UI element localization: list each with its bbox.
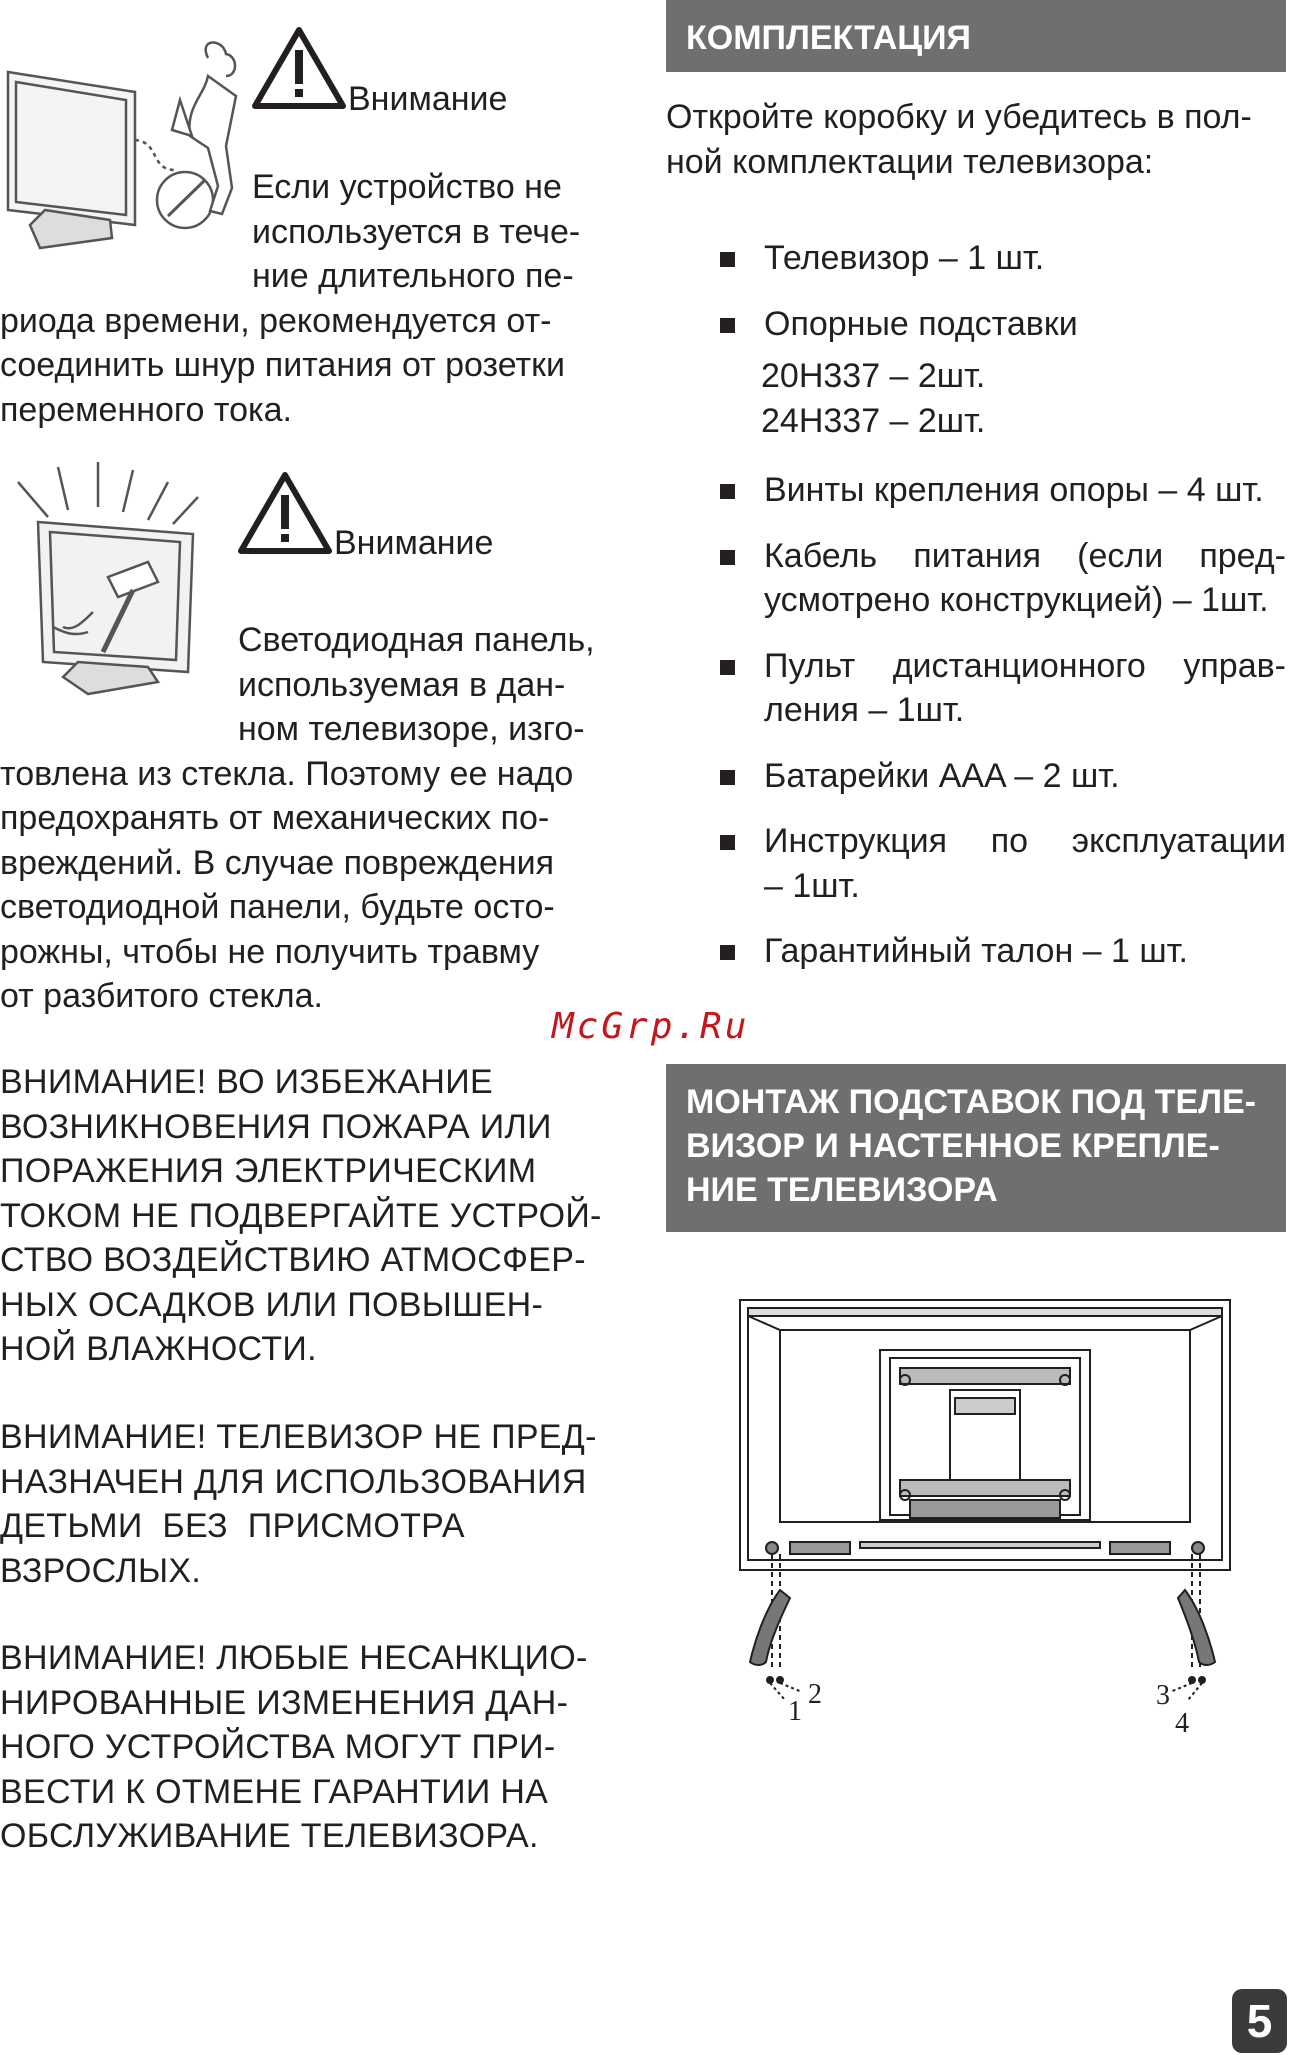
text-line: ной комплектации телевизора: — [666, 142, 1154, 181]
bullet-square-icon — [720, 770, 735, 785]
text-line: ВОЗНИКНОВЕНИЯ ПОЖАРА ИЛИ — [0, 1107, 552, 1146]
list-item: Телевизор – 1 шт. — [720, 236, 1286, 281]
bullet-square-icon — [720, 945, 735, 960]
text-line: ДЕТЬМИ БЕЗ ПРИСМОТРА — [0, 1507, 465, 1545]
text-line: Если устройство не — [252, 168, 562, 206]
screw-label-3: 3 — [1156, 1680, 1170, 1711]
text-line: Светодиодная панель, — [238, 621, 595, 659]
children-warning — [0, 1415, 621, 1593]
bullet-square-icon — [720, 550, 735, 565]
list-item: Инструкция по эксплуатации – 1шт. — [720, 819, 1286, 908]
list-item: Батарейки AAA – 2 шт. — [720, 754, 1286, 799]
text-line: соединить шнур питания от розетки — [0, 346, 565, 384]
bullet-square-icon — [720, 835, 735, 850]
text-line: НАЗНАЧЕН ДЛЯ ИСПОЛЬЗОВАНИЯ — [0, 1462, 587, 1501]
text-line: СТВО ВОЗДЕЙСТВИЮ АТМОСФЕР- — [0, 1241, 586, 1279]
text-line: вреждений. В случае повреждения — [0, 843, 555, 882]
text-line: НОЙ ВЛАЖНОСТИ. — [0, 1330, 317, 1368]
text-line: переменного тока. — [0, 390, 292, 429]
text-line: товлена из стекла. Поэтому ее надо — [0, 754, 574, 793]
watermark: McGrp.Ru — [552, 1006, 750, 1047]
title-line: ВИЗОР И НАСТЕННОЕ КРЕПЛЕ- — [686, 1127, 1220, 1165]
section-title-stand-mounting — [666, 1064, 1286, 1232]
list-item: Пульт дистанционного управ- ления – 1шт. — [720, 644, 1286, 733]
screw-label-1: 1 — [788, 1696, 802, 1727]
text-line: ВНИМАНИЕ! ЛЮБЫЕ НЕСАНКЦИО- — [0, 1639, 588, 1677]
text-line: от разбитого стекла. — [0, 977, 323, 1015]
text-line: ОБСЛУЖИВАНИЕ ТЕЛЕВИЗОРА. — [0, 1817, 539, 1855]
contents-list — [720, 236, 1286, 995]
text-line: ВНИМАНИЕ! ВО ИЗБЕЖАНИЕ — [0, 1063, 493, 1101]
text-line: Откройте коробку и убедитесь в пол- — [666, 98, 1252, 136]
warning-2-title: Внимание — [334, 524, 494, 562]
warning-triangle-icon — [238, 471, 333, 555]
warning-1-title: Внимание — [348, 80, 508, 118]
bullet-square-icon — [720, 660, 735, 675]
warning-2-text — [0, 618, 621, 1019]
stand-mounting-diagram — [730, 1290, 1242, 1750]
text-line: ТОКОМ НЕ ПОДВЕРГАЙТЕ УСТРОЙ- — [0, 1196, 602, 1235]
title-line: МОНТАЖ ПОДСТАВОК ПОД ТЕЛЕ- — [686, 1083, 1256, 1121]
contents-intro — [666, 95, 1284, 184]
text-line: рожны, чтобы не получить травму — [0, 932, 540, 971]
text-line: используется в тече- — [252, 212, 581, 251]
modification-warning — [0, 1636, 621, 1859]
warning-triangle-icon — [252, 26, 347, 110]
text-line: риода времени, рекомендуется от- — [0, 301, 552, 340]
text-line: ВНИМАНИЕ! ТЕЛЕВИЗОР НЕ ПРЕД- — [0, 1418, 597, 1456]
bullet-square-icon — [720, 318, 735, 333]
text-line: светодиодной панели, будьте осто- — [0, 888, 555, 926]
screw-label-4: 4 — [1175, 1708, 1189, 1739]
bullet-square-icon — [720, 484, 735, 499]
title-line: НИЕ ТЕЛЕВИЗОРА — [686, 1171, 998, 1209]
list-item: Гарантийный талон – 1 шт. — [720, 929, 1286, 974]
section-title-contents: КОМПЛЕКТАЦИЯ — [666, 0, 1286, 72]
list-item: Кабель питания (если пред- усмотрено конструкцией) – 1шт. — [720, 534, 1286, 623]
text-line: используемая в дан- — [238, 665, 566, 704]
bullet-square-icon — [720, 252, 735, 267]
text-line: ПОРАЖЕНИЯ ЭЛЕКТРИЧЕСКИМ — [0, 1152, 537, 1190]
text-line: НОГО УСТРОЙСТВА МОГУТ ПРИ- — [0, 1728, 556, 1766]
text-line: НЫХ ОСАДКОВ ИЛИ ПОВЫШЕН- — [0, 1285, 544, 1324]
text-line: ном телевизоре, изго- — [238, 710, 585, 748]
text-line: ние длительного пе- — [252, 257, 574, 295]
text-line: ВЕСТИ К ОТМЕНЕ ГАРАНТИИ НА — [0, 1772, 549, 1811]
text-line: предохранять от механических по- — [0, 799, 550, 837]
list-item: Винты крепления опоры – 4 шт. — [720, 468, 1286, 513]
fire-shock-warning — [0, 1060, 621, 1372]
list-item: Опорные подставки 20H337 – 2шт. 24H337 – 2шт. — [720, 302, 1286, 444]
page-number: 5 — [1232, 1989, 1287, 2053]
warning-1-text — [0, 165, 621, 432]
text-line: НИРОВАННЫЕ ИЗМЕНЕНИЯ ДАН- — [0, 1683, 569, 1722]
screw-label-2: 2 — [808, 1679, 822, 1710]
text-line: ВЗРОСЛЫХ. — [0, 1551, 202, 1590]
